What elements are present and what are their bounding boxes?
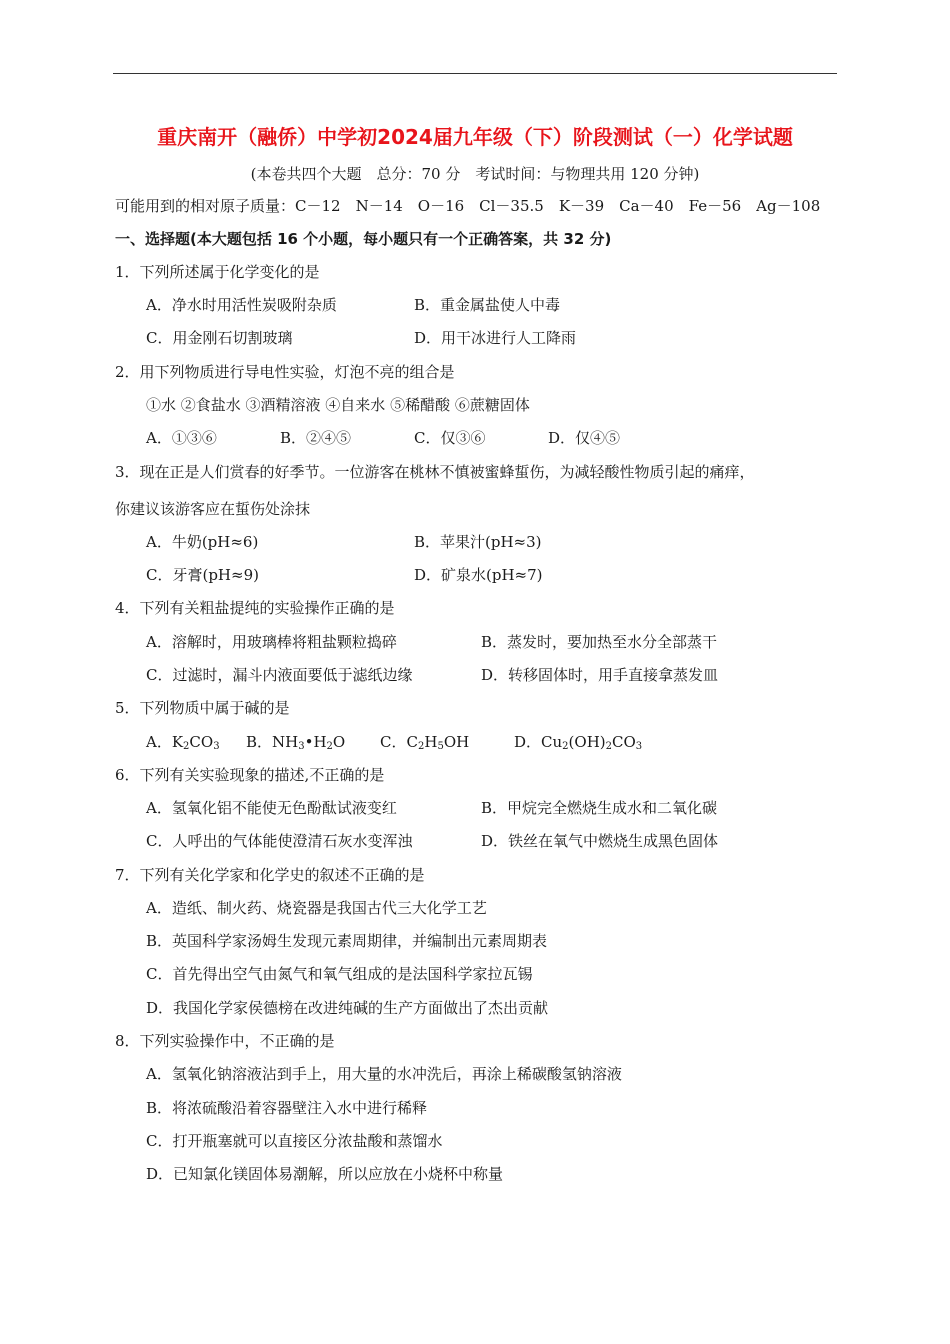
exam-subtitle: (本卷共四个大题 总分：70 分 考试时间：与物理共用 120 分钟) — [250, 165, 700, 183]
q6-option-b: B．甲烷完全燃烧生成水和二氧化碳 — [481, 799, 718, 817]
section-heading: 一、选择题(本大题包括 16 个小题，每小题只有一个正确答案，共 32 分) — [115, 230, 612, 248]
exam-title: 重庆南开（融侨）中学初2024届九年级（下）阶段测试（一）化学试题 — [157, 125, 793, 149]
q3-option-b: B．苹果汁(pH≈3) — [414, 533, 542, 551]
q6-option-d: D．铁丝在氧气中燃烧生成黑色固体 — [481, 832, 719, 850]
atomic-masses: 可能用到的相对原子质量：C－12 N－14 O－16 Cl－35.5 K－39 Ca－40 Fe－56 Ag－108 — [115, 197, 821, 215]
question-2-stem: 2．用下列物质进行导电性实验，灯泡不亮的组合是 — [115, 363, 455, 381]
q2-option-a: A．①③⑥ — [146, 429, 217, 447]
question-4-stem: 4．下列有关粗盐提纯的实验操作正确的是 — [115, 599, 395, 617]
q8-option-b: B．将浓硫酸沿着容器壁注入水中进行稀释 — [146, 1099, 428, 1117]
q4-option-b: B．蒸发时，要加热至水分全部蒸干 — [481, 633, 718, 651]
question-7-stem: 7．下列有关化学家和化学史的叙述不正确的是 — [115, 866, 425, 884]
q2-items: ①水 ②食盐水 ③酒精溶液 ④自来水 ⑤稀醋酸 ⑥蔗糖固体 — [146, 396, 530, 414]
header-rule — [113, 73, 837, 74]
q2-option-c: C．仅③⑥ — [414, 429, 486, 447]
q1-option-c: C．用金刚石切割玻璃 — [146, 329, 293, 347]
q3-option-a: A．牛奶(pH≈6) — [146, 533, 259, 551]
question-6-stem: 6．下列有关实验现象的描述,不正确的是 — [115, 766, 385, 784]
q5-option-c: C．$C_2H_5OH$ — [380, 733, 470, 752]
q3-option-c: C．牙膏(pH≈9) — [146, 566, 259, 584]
q2-option-d: D．仅④⑤ — [548, 429, 621, 447]
q4-option-c: C．过滤时，漏斗内液面要低于滤纸边缘 — [146, 666, 413, 684]
q6-option-c: C．人呼出的气体能使澄清石灰水变浑浊 — [146, 832, 413, 850]
question-3-stem-line2: 你建议该游客应在蜇伤处涂抹 — [115, 500, 311, 518]
q3-option-d: D．矿泉水(pH≈7) — [414, 566, 543, 584]
question-1-stem: 1．下列所述属于化学变化的是 — [115, 263, 320, 281]
q6-option-a: A．氢氧化铝不能使无色酚酞试液变红 — [146, 799, 397, 817]
question-3-stem-line1: 3．现在正是人们赏春的好季节。一位游客在桃林不慎被蜜蜂蜇伤，为减轻酸性物质引起的痛痒， — [115, 463, 755, 481]
q7-option-a: A．造纸、制火药、烧瓷器是我国古代三大化学工艺 — [146, 899, 487, 917]
q2-option-b: B．②④⑤ — [280, 429, 352, 447]
question-5-stem: 5．下列物质中属于碱的是 — [115, 699, 290, 717]
q7-option-d: D．我国化学家侯德榜在改进纯碱的生产方面做出了杰出贡献 — [146, 999, 549, 1017]
q5-option-d: D．$Cu_2(OH)_2CO_3$ — [514, 733, 643, 752]
q4-option-a: A．溶解时，用玻璃棒将粗盐颗粒捣碎 — [146, 633, 397, 651]
q8-option-d: D．已知氯化镁固体易潮解，所以应放在小烧杯中称量 — [146, 1165, 504, 1183]
q7-option-b: B．英国科学家汤姆生发现元素周期律，并编制出元素周期表 — [146, 932, 548, 950]
q5-option-b: B．$NH_3•H_2O$ — [246, 733, 346, 752]
q4-option-d: D．转移固体时，用手直接拿蒸发皿 — [481, 666, 719, 684]
q5-option-a: A．$K_2CO_3$ — [146, 733, 220, 752]
q8-option-c: C．打开瓶塞就可以直接区分浓盐酸和蒸馏水 — [146, 1132, 443, 1150]
q8-option-a: A．氢氧化钠溶液沾到手上，用大量的水冲洗后，再涂上稀碳酸氢钠溶液 — [146, 1065, 622, 1083]
q1-option-b: B．重金属盐使人中毒 — [414, 296, 561, 314]
q1-option-d: D．用干冰进行人工降雨 — [414, 329, 577, 347]
q7-option-c: C．首先得出空气由氮气和氧气组成的是法国科学家拉瓦锡 — [146, 965, 533, 983]
q1-option-a: A．净水时用活性炭吸附杂质 — [146, 296, 337, 314]
question-8-stem: 8．下列实验操作中，不正确的是 — [115, 1032, 335, 1050]
